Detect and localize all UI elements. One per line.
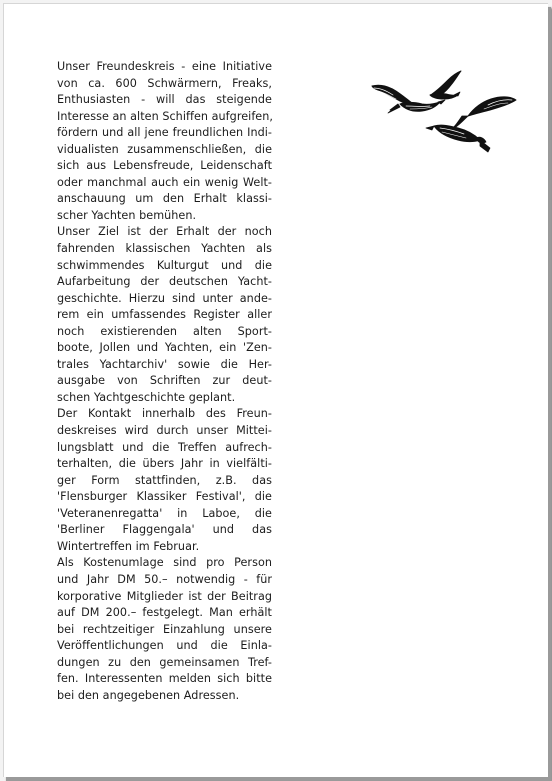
text-line: lungsblatt und die Treffen aufrech- [57,440,272,454]
text-line: terhalten, die übers Jahr in vielfälti- [57,457,272,471]
text-line: deskreises wird durch unser Mittei- [57,424,272,438]
text-line: oder manchmal auch ein wenig Welt- [57,175,272,189]
text-line: Veröffentlichungen und die Einla- [57,639,272,653]
text-line: bei den angegebenen Adressen. [57,688,240,702]
text-line: anschauung um den Erhalt klassi- [57,192,272,206]
text-line: und Jahr DM 50.– notwendig - für [57,572,272,586]
text-line: Als Kostenumlage sind pro Person [57,556,272,570]
text-line: dungen zu den gemeinsamen Tref- [57,655,272,669]
text-line: noch existierenden alten Sport- [57,324,272,338]
text-line: bei rechtzeitiger Einzahlung unsere [57,622,272,636]
text-line: Interesse an alten Schiffen aufgreifen, [57,109,273,123]
text-line: ger Form stattfinden, z.B. das [57,473,272,487]
body-text [57,59,272,704]
text-line: geschichte. Hierzu sind unter ande- [57,291,272,305]
text-line: boote, Jollen und Yachten, ein 'Zen- [57,341,272,355]
text-line: fördern und all jene freundlichen Indi- [57,126,272,140]
text-line: Enthusiasten - will das steigende [57,93,272,107]
text-line: 'Berliner Flaggengala' und das [57,523,272,537]
flying-seagulls-icon [370,66,524,158]
text-line: schen Yachtgeschichte geplant. [57,390,236,404]
brochure-page [3,3,548,777]
text-line: 'Flensburger Klassiker Festival', die [57,490,272,504]
text-line: Wintertreffen im Februar. [57,539,200,553]
text-line: 'Veteranenregatta' in Laboe, die [57,506,272,520]
text-line: fen. Interessenten melden sich bitte [57,672,272,686]
text-line: rem ein umfassendes Register aller [57,308,272,322]
text-line: Unser Freundeskreis - eine Initiative [57,60,272,73]
text-line: korporative Mitglieder ist der Beitrag [57,589,272,603]
text-line: von ca. 600 Schwärmern, Freaks, [57,76,272,90]
text-line: Aufarbeitung der deutschen Yacht- [57,275,272,289]
text-line: Unser Ziel ist der Erhalt der noch [57,225,272,239]
text-line: fahrenden klassischen Yachten als [57,242,272,256]
text-line: vidualisten zusammenschließen, die [57,142,272,156]
text-line: Der Kontakt innerhalb des Freun- [57,407,272,421]
text-line: auf DM 200.– festgelegt. Man erhält [57,606,272,620]
text-line: scher Yachten bemühen. [57,208,197,222]
text-line: sich aus Lebensfreude, Leidenschaft [57,159,272,173]
text-line: trales Yachtarchiv' sowie die Her- [57,357,272,371]
text-line: ausgabe von Schriften zur deut- [57,374,272,388]
text-line: schwimmendes Kulturgut und die [57,258,272,272]
